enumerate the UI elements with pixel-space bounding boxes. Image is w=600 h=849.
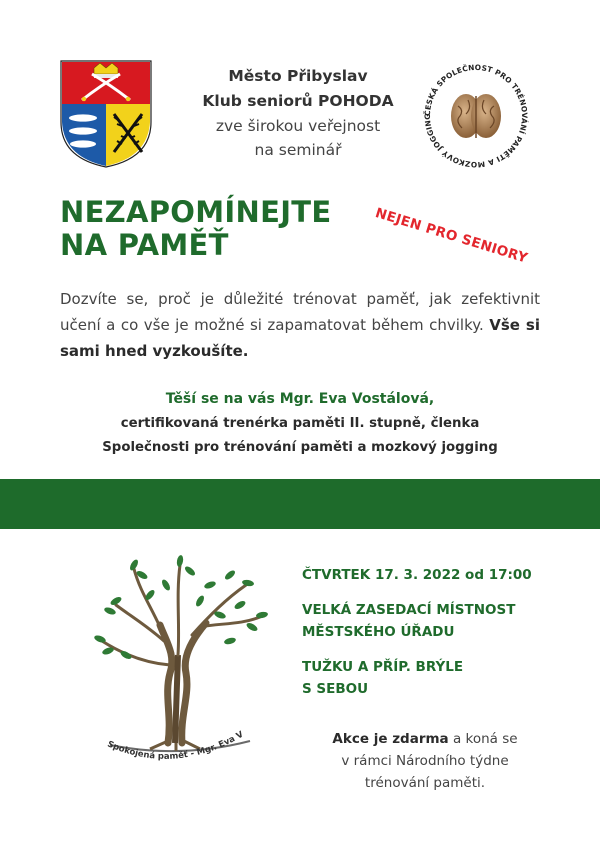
event-place-2: MĚSTSKÉHO ÚŘADU (302, 624, 455, 640)
note-rest-3: trénování paměti. (364, 775, 486, 791)
intro-paragraph (60, 286, 540, 364)
page-title (60, 196, 331, 262)
city-name: Město Přibyslav (228, 67, 368, 85)
event-info (302, 564, 562, 713)
tree-caption: Spokojená paměť - Mgr. Eva V (105, 729, 245, 762)
event-date-block (302, 564, 562, 586)
tree-illustration (80, 545, 285, 785)
event-date: ČTVRTEK 17. 3. 2022 od 17:00 (302, 567, 532, 583)
coat-of-arms-logo (60, 60, 152, 168)
society-seal-logo (418, 58, 534, 174)
intro-text: Dozvíte se, proč je důležité trénovat paměť, jak zefektivnit učení a co vše je možné si zapamatovat během chvilky. (60, 290, 540, 334)
free-admission-note (300, 728, 550, 794)
bring-line-1: TUŽKU A PŘÍP. BRÝLE (302, 659, 464, 675)
event-place-block (302, 599, 562, 643)
title-line-1: NEZAPOMÍNEJTE (60, 195, 332, 229)
note-rest-2: v rámci Národního týdne (341, 753, 509, 769)
intro-emphasis: Vše si sami hned vyzkoušíte. (60, 316, 540, 360)
lecturer-name: Těší se na vás Mgr. Eva Vostálová, (165, 391, 435, 407)
bring-block (302, 656, 562, 700)
invitation-line: zve širokou veřejnost (215, 117, 381, 135)
note-emphasis: Akce je zdarma (332, 731, 449, 747)
title-line-2: NA PAMĚŤ (60, 228, 229, 262)
club-name: Klub seniorů POHODA (202, 92, 394, 110)
event-type: na seminář (254, 141, 342, 159)
lecturer-desc-2: Společnosti pro trénování paměti a mozkový jogging (102, 440, 498, 455)
lecturer-block (60, 386, 540, 460)
seal-ring-text: ČESKÁ SPOLEČNOST PRO TRÉNOVÁNÍ PAMĚTI A MOZKOVÝ JOGGING (422, 62, 530, 170)
note-rest-1: a koná se (452, 731, 518, 747)
organizer-block (168, 64, 428, 162)
walnut-icon (451, 94, 501, 138)
event-place-1: VELKÁ ZASEDACÍ MÍSTNOST (302, 602, 516, 618)
lecturer-desc-1: certifikovaná trenérka paměti II. stupně, členka (120, 416, 480, 431)
green-band-divider (0, 479, 600, 529)
bring-line-2: S SEBOU (302, 681, 369, 697)
audience-stamp: NEJEN PRO SENIORY (373, 205, 530, 267)
